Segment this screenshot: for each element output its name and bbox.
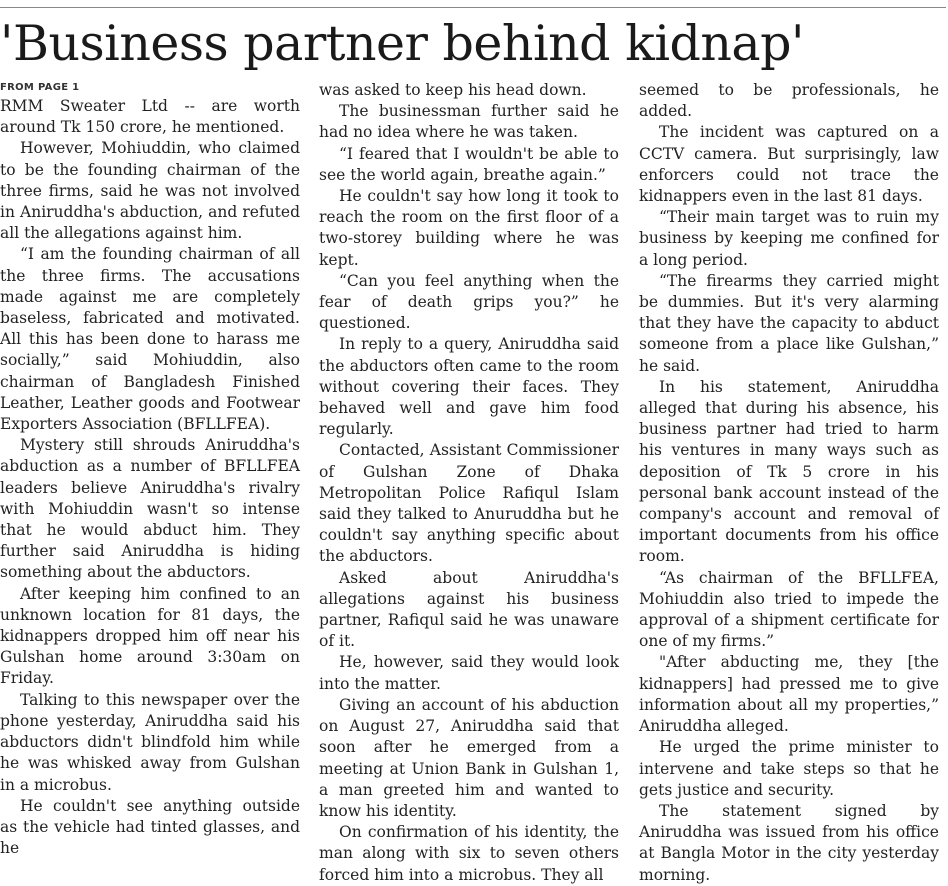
paragraph: “Can you feel anything when the fear of death grips you?” he questioned. <box>319 271 619 333</box>
paragraph: “Their main target was to ruin my business by keeping me confined for a long period. <box>639 208 939 269</box>
top-rule <box>0 7 946 8</box>
paragraph: He, however, said they would look into the matter. <box>319 653 619 693</box>
paragraph: RMM Sweater Ltd -- are worth around Tk 150 crore, he mentioned. <box>0 97 300 137</box>
paragraph: However, Mohiuddin, who claimed to be the founding chairman of the three firms, said he was not involved in Aniruddha's abduction, and refuted all the allegations against him. <box>0 139 300 243</box>
paragraph: Talking to this newspaper over the phone yesterday, Aniruddha said his abductors didn't blindfold him while he was whisked away from Gulshan in a microbus. <box>0 690 300 794</box>
paragraph: On confirmation of his identity, the man along with six to seven others forced him into a microbus. They all <box>319 823 619 884</box>
continuation-kicker: FROM PAGE 1 <box>0 82 80 93</box>
paragraph: Mystery still shrouds Aniruddha's abduction as a number of BFLLFEA leaders believe Aniruddha's rivalry with Mohiuddin wasn't so intense that he would abduct him. They further said Aniruddha is hiding something about the abductors. <box>0 436 300 582</box>
paragraph: “As chairman of the BFLLFEA, Mohiuddin also tried to impede the approval of a shipment certificate for one of my firms.” <box>639 568 939 651</box>
paragraph: “The firearms they carried might be dummies. But it's very alarming that they have the capacity to abduct someone from a place like Gulshan,” he said. <box>639 271 939 375</box>
paragraph: Asked about Aniruddha's allegations against his business partner, Rafiqul said he was unaware of it. <box>319 568 619 651</box>
paragraph: The statement signed by Aniruddha was issued from his office at Bangla Motor in the city yesterday morning. <box>639 801 939 884</box>
article-body <box>0 80 948 884</box>
paragraph: In reply to a query, Aniruddha said the abductors often came to the room without covering their faces. They behaved well and gave him food regularly. <box>319 335 619 439</box>
paragraph: was asked to keep his head down. <box>319 81 587 99</box>
paragraph: He urged the prime minister to intervene and take steps so that he gets justice and security. <box>639 738 939 799</box>
paragraph: The incident was captured on a CCTV camera. But surprisingly, law enforcers could not trace the kidnappers even in the last 81 days. <box>639 123 939 206</box>
paragraph: “I am the founding chairman of all the three firms. The accusations made against me are completely baseless, fabricated and motivated. All this has been done to harass me socially,” said Mohiuddin, also chairman of Bangladesh Finished Leather, Leather goods and Footwear Exporters Association (BFLLFEA). <box>0 245 300 434</box>
paragraph: He couldn't say how long it took to reach the room on the first floor of a two-storey building where he was kept. <box>319 187 619 269</box>
paragraph: Contacted, Assistant Commissioner of Gulshan Zone of Dhaka Metropolitan Police Rafiqul Islam said they talked to Anuruddha but he couldn't say anything specific about the abductors. <box>319 441 619 566</box>
paragraph: seemed to be professionals, he added. <box>639 81 939 121</box>
column-3 <box>639 80 939 884</box>
column-1 <box>0 80 300 858</box>
paragraph: He couldn't see anything outside as the vehicle had tinted glasses, and he <box>0 796 300 858</box>
paragraph: The businessman further said he had no idea where he was taken. <box>319 102 619 142</box>
paragraph: Giving an account of his abduction on August 27, Aniruddha said that soon after he emerged from a meeting at Union Bank in Gulshan 1, a man greeted him and wanted to know his identity. <box>319 695 619 820</box>
paragraph: "After abducting me, they [the kidnappers] had pressed me to give information about all my properties,” Aniruddha alleged. <box>639 653 939 736</box>
paragraph: “I feared that I wouldn't be able to see the world again, breathe again.” <box>319 144 619 184</box>
paragraph: After keeping him confined to an unknown location for 81 days, the kidnappers dropped him off near his Gulshan home around 3:30am on Friday. <box>0 584 300 688</box>
column-2 <box>319 80 619 884</box>
paragraph: In his statement, Aniruddha alleged that during his absence, his business partner had tried to harm his ventures in many ways such as deposition of Tk 5 crore in his personal bank account instead of the company's account and removal of important documents from his office room. <box>639 377 939 566</box>
headline: 'Business partner behind kidnap' <box>0 15 804 72</box>
